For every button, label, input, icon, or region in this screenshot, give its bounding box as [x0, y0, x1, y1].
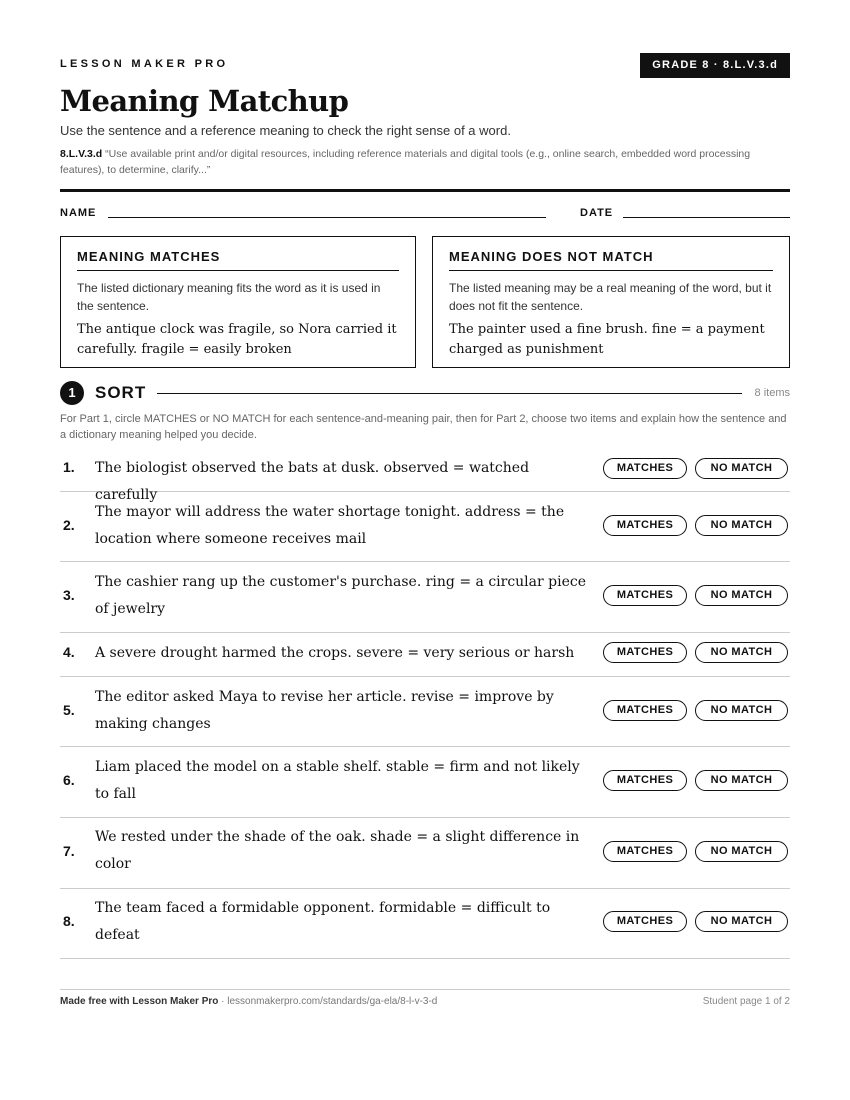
- no-match-option[interactable]: NO MATCH: [695, 515, 788, 536]
- item-count: 8 items: [754, 387, 790, 399]
- box-heading: MEANING DOES NOT MATCH: [449, 249, 773, 271]
- item-text: We rested under the shade of the oak. shade = a slight difference in color: [95, 829, 580, 872]
- footer-divider: [60, 989, 790, 990]
- item-number: 6.: [63, 772, 75, 788]
- page-subtitle: Use the sentence and a reference meaning to check the right sense of a word.: [60, 123, 511, 138]
- footer-credit: [60, 996, 437, 1007]
- item-text: The biologist observed the bats at dusk. observed = watched carefully: [95, 460, 530, 503]
- date-field[interactable]: [623, 217, 790, 218]
- item-text: The editor asked Maya to revise her article. revise = improve by making changes: [95, 689, 554, 732]
- grade-badge: GRADE 8 · 8.L.V.3.d: [640, 53, 790, 78]
- matches-option[interactable]: MATCHES: [603, 770, 687, 791]
- no-match-option[interactable]: NO MATCH: [695, 585, 788, 606]
- matches-option[interactable]: MATCHES: [603, 458, 687, 479]
- item-number: 8.: [63, 913, 75, 929]
- name-date-row: [60, 205, 790, 225]
- name-label: NAME: [60, 207, 97, 219]
- standard-text: “Use available print and/or digital resources, including reference materials and digital tools (e.g., online search, embedded word processing features), to determine, clarify...”: [60, 148, 751, 176]
- item-text: The team faced a formidable opponent. formidable = difficult to defeat: [95, 900, 551, 943]
- list-item: [60, 889, 790, 959]
- no-match-option[interactable]: NO MATCH: [695, 841, 788, 862]
- section-title: SORT: [95, 383, 147, 402]
- no-match-option[interactable]: NO MATCH: [695, 700, 788, 721]
- meaning-does-not-match-box: [432, 236, 790, 368]
- item-text: A severe drought harmed the crops. severe = very serious or harsh: [95, 645, 575, 661]
- list-item: [60, 677, 790, 747]
- matches-option[interactable]: MATCHES: [603, 700, 687, 721]
- box-example: The antique clock was fragile, so Nora carried it carefully. fragile = easily broken: [77, 322, 397, 357]
- box-description: The listed meaning may be a real meaning of the word, but it does not fit the sentence.: [449, 281, 772, 313]
- name-field[interactable]: [108, 217, 546, 218]
- matches-option[interactable]: MATCHES: [603, 911, 687, 932]
- page-indicator: Student page 1 of 2: [702, 996, 790, 1007]
- section-divider: [157, 393, 742, 394]
- section-number-badge: 1: [60, 381, 84, 405]
- footer-url[interactable]: · lessonmakerpro.com/standards/ga-ela/8-l-v-3-d: [218, 996, 438, 1007]
- item-number: 1.: [63, 459, 75, 475]
- item-number: 4.: [63, 644, 75, 660]
- box-description: The listed dictionary meaning fits the word as it is used in the sentence.: [77, 281, 381, 313]
- section-instructions: For Part 1, circle MATCHES or NO MATCH for each sentence-and-meaning pair, then for Part 2, choose two items and explain how the sentence and a dictionary meaning helped you decide.: [60, 413, 787, 441]
- made-with-text: Made free with Lesson Maker Pro: [60, 996, 219, 1007]
- matches-option[interactable]: MATCHES: [603, 515, 687, 536]
- box-heading: MEANING MATCHES: [77, 249, 399, 271]
- item-number: 3.: [63, 587, 75, 603]
- list-item: [60, 633, 790, 677]
- header-divider: [60, 189, 790, 192]
- item-number: 5.: [63, 702, 75, 718]
- matches-option[interactable]: MATCHES: [603, 642, 687, 663]
- no-match-option[interactable]: NO MATCH: [695, 770, 788, 791]
- meaning-matches-box: [60, 236, 416, 368]
- item-text: The cashier rang up the customer's purchase. ring = a circular piece of jewelry: [95, 574, 586, 617]
- item-number: 2.: [63, 517, 75, 533]
- box-example: The painter used a fine brush. fine = a payment charged as punishment: [449, 322, 765, 357]
- matches-option[interactable]: MATCHES: [603, 841, 687, 862]
- matches-option[interactable]: MATCHES: [603, 585, 687, 606]
- list-item: [60, 449, 790, 503]
- standard-note: [60, 147, 790, 178]
- item-number: 7.: [63, 843, 75, 859]
- section-header: [60, 380, 790, 406]
- list-item: [60, 492, 790, 562]
- standard-code: 8.L.V.3.d: [60, 148, 103, 160]
- no-match-option[interactable]: NO MATCH: [695, 642, 788, 663]
- list-item: [60, 562, 790, 633]
- list-item: [60, 747, 790, 818]
- brand-name: LESSON MAKER PRO: [60, 58, 229, 70]
- no-match-option[interactable]: NO MATCH: [695, 458, 788, 479]
- page-title: Meaning Matchup: [60, 84, 349, 118]
- date-label: DATE: [580, 207, 614, 219]
- list-item: [60, 818, 790, 889]
- item-text: Liam placed the model on a stable shelf. stable = firm and not likely to fall: [95, 759, 580, 802]
- item-text: The mayor will address the water shortage tonight. address = the location where someone receives mail: [95, 504, 565, 547]
- no-match-option[interactable]: NO MATCH: [695, 911, 788, 932]
